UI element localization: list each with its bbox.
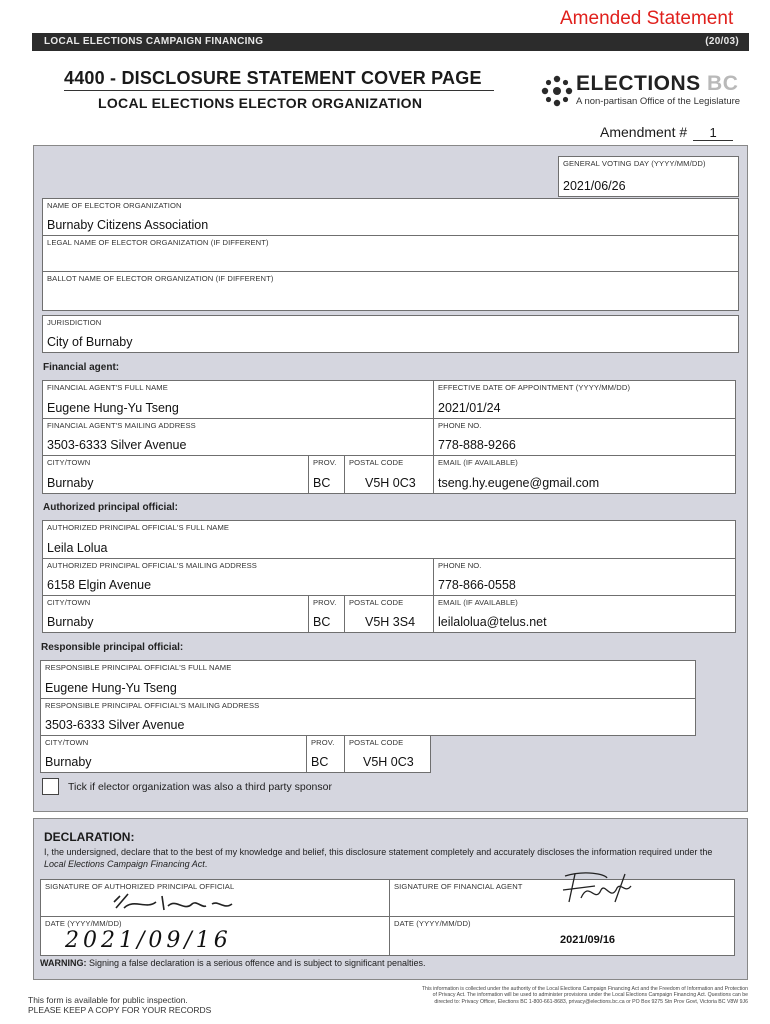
form-subtitle: LOCAL ELECTIONS ELECTOR ORGANIZATION [98, 95, 423, 111]
title-underline [64, 90, 494, 91]
apo-phone-field[interactable]: PHONE NO. 778-866-0558 [433, 559, 735, 595]
date-row [40, 916, 735, 956]
fa-row-3 [42, 455, 736, 494]
apo-signature-field[interactable]: SIGNATURE OF AUTHORIZED PRINCIPAL OFFICIAL [41, 880, 389, 916]
rpo-postal-field[interactable]: POSTAL CODE V5H 0C3 [344, 736, 430, 772]
apo-name-field[interactable]: AUTHORIZED PRINCIPAL OFFICIAL'S FULL NAME Leila Lolua [42, 520, 736, 559]
fa-email-field[interactable]: EMAIL (IF AVAILABLE) tseng.hy.eugene@gmail.com [433, 456, 735, 493]
rpo-name-field[interactable]: RESPONSIBLE PRINCIPAL OFFICIAL'S FULL NAME Eugene Hung-Yu Tseng [40, 660, 696, 699]
apo-signature-icon [106, 888, 256, 918]
apo-email-field[interactable]: EMAIL (IF AVAILABLE) leilalolua@telus.net [433, 596, 735, 632]
declaration-panel [33, 818, 748, 980]
fa-postal-field[interactable]: POSTAL CODE V5H 0C3 [344, 456, 433, 493]
third-party-sponsor-label: Tick if elector organization was also a third party sponsor [68, 781, 332, 793]
rpo-prov-field[interactable]: PROV. BC [306, 736, 344, 772]
fa-appointment-date-field[interactable]: EFFECTIVE DATE OF APPOINTMENT (YYYY/MM/DD) 2021/01/24 [433, 381, 735, 418]
fa-city-field[interactable]: CITY/TOWN Burnaby [47, 458, 94, 490]
form-version: (20/03) [705, 36, 739, 47]
signature-row [40, 879, 735, 917]
apo-prov-field[interactable]: PROV. BC [308, 596, 344, 632]
apo-city-field[interactable]: CITY/TOWN Burnaby [47, 598, 94, 629]
logo-wordmark: ELECTIONS BC [576, 72, 739, 95]
declaration-title: DECLARATION: [44, 830, 135, 844]
fa-row-1 [42, 380, 736, 419]
warning-text: WARNING: Signing a false declaration is a serious offence and is subject to significant penalties. [40, 958, 426, 968]
general-voting-day-field[interactable]: GENERAL VOTING DAY (YYYY/MM/DD) 2021/06/26 [558, 156, 739, 197]
fa-phone-field[interactable]: PHONE NO. 778-888-9266 [433, 419, 735, 455]
footer-privacy-notice: This information is collected under the authority of the Local Elections Campaign Financing Act and the Freedom of Information and Protection of Privacy Act. The information will be used to administer provisions under the Local Elections Campaign Financing Act. Questions can be directed to: Privacy Officer, Elections BC 1-800-661-8683, privacy@elections.bc.ca or PO Box 9275 Stn Prov Govt, Victoria BC V8W 9J6 [421, 986, 748, 1005]
fa-date-field[interactable]: DATE (YYYY/MM/DD) 2021/09/16 [389, 917, 734, 955]
financial-agent-heading: Financial agent: [43, 362, 120, 373]
responsible-official-heading: Responsible principal official: [41, 642, 184, 653]
fa-signature-field[interactable]: SIGNATURE OF FINANCIAL AGENT [389, 880, 734, 916]
fa-address-field[interactable]: FINANCIAL AGENT'S MAILING ADDRESS 3503-6333 Silver Avenue [47, 421, 196, 452]
amended-statement-stamp: Amended Statement [560, 8, 734, 29]
apo-address-field[interactable]: AUTHORIZED PRINCIPAL OFFICIAL'S MAILING ADDRESS 6158 Elgin Avenue [47, 561, 257, 592]
fa-row-2 [42, 418, 736, 456]
fa-name-field[interactable]: FINANCIAL AGENT'S FULL NAME Eugene Hung-Yu Tseng [47, 383, 179, 415]
fa-signature-icon [545, 868, 645, 913]
org-ballot-name-field[interactable]: BALLOT NAME OF ELECTOR ORGANIZATION (IF DIFFERENT) [42, 271, 739, 311]
elections-bc-emblem-icon [540, 74, 574, 108]
form-header-bar [32, 33, 749, 51]
amendment-label: Amendment # [600, 124, 688, 140]
authorized-official-heading: Authorized principal official: [43, 502, 179, 513]
amendment-number [600, 124, 733, 141]
footer-public-notice: This form is available for public inspection. PLEASE KEEP A COPY FOR YOUR RECORDS [28, 995, 212, 1015]
jurisdiction-field[interactable]: JURISDICTION City of Burnaby [42, 315, 739, 353]
third-party-sponsor-checkbox[interactable] [42, 778, 59, 795]
rpo-address-field[interactable]: RESPONSIBLE PRINCIPAL OFFICIAL'S MAILING ADDRESS 3503-6333 Silver Avenue [40, 698, 696, 736]
amendment-value[interactable]: 1 [693, 125, 733, 141]
apo-row-3 [42, 595, 736, 633]
apo-row-2 [42, 558, 736, 596]
declaration-text: I, the undersigned, declare that to the best of my knowledge and belief, this disclosure statement completely and accurately discloses the information required under the Local Elections Campaign Financing Act. [44, 847, 713, 869]
logo-tagline: A non-partisan Office of the Legislature [576, 96, 741, 107]
header-bar-title: LOCAL ELECTIONS CAMPAIGN FINANCING [44, 36, 264, 47]
org-legal-name-field[interactable]: LEGAL NAME OF ELECTOR ORGANIZATION (IF DIFFERENT) [42, 235, 739, 272]
rpo-row-3 [40, 735, 431, 773]
apo-date-field[interactable]: DATE (YYYY/MM/DD) 2021/09/16 [45, 919, 232, 953]
elections-bc-logo [540, 72, 752, 112]
fa-prov-field[interactable]: PROV. BC [308, 456, 344, 493]
form-main-panel [33, 145, 748, 812]
org-name-field[interactable]: NAME OF ELECTOR ORGANIZATION Burnaby Citizens Association [42, 198, 739, 236]
rpo-city-field[interactable]: CITY/TOWN Burnaby [45, 738, 92, 769]
apo-postal-field[interactable]: POSTAL CODE V5H 3S4 [344, 596, 433, 632]
form-title: 4400 - DISCLOSURE STATEMENT COVER PAGE [64, 68, 482, 88]
